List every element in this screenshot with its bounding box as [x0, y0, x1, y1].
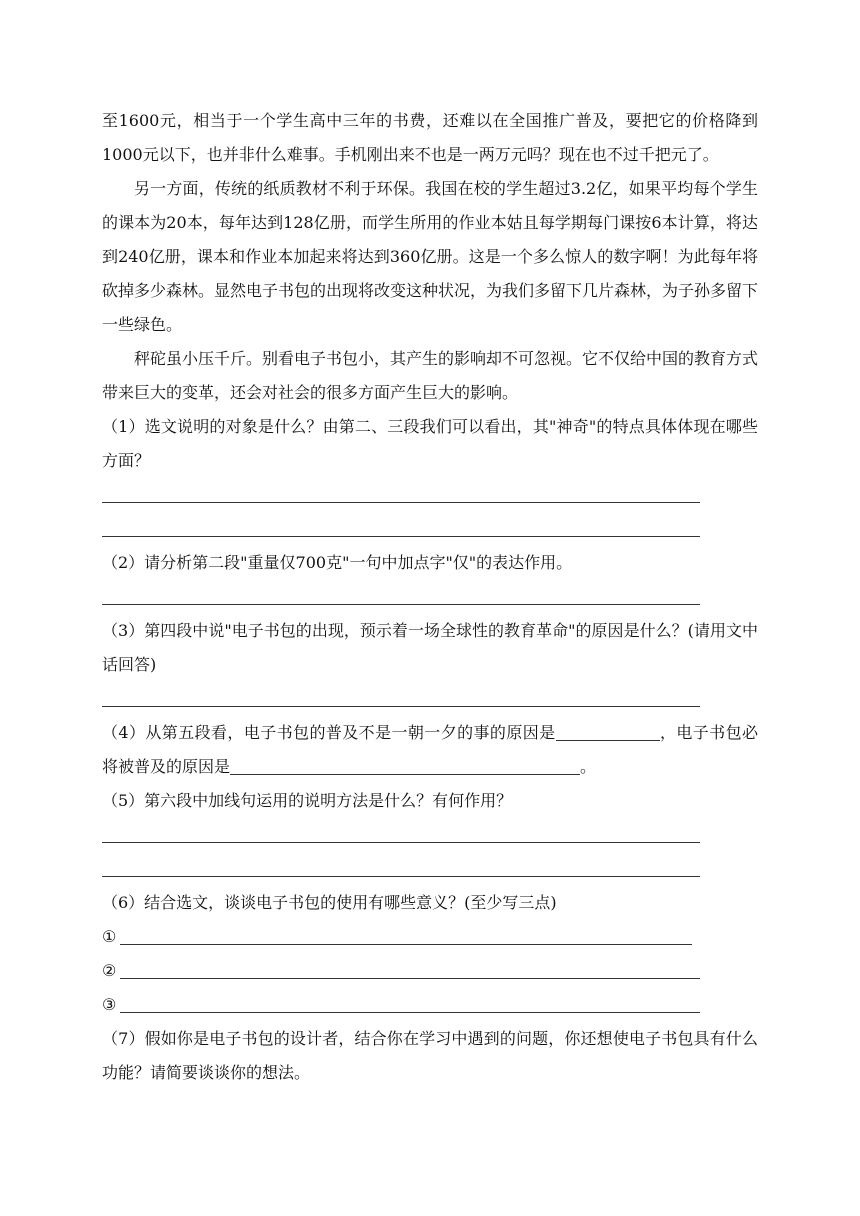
answer-rule-6-2	[120, 978, 700, 979]
answer-rule-6-1	[120, 944, 692, 945]
answer-blank-4b[interactable]	[230, 756, 580, 775]
question-4-text-b: ，电子书包必将被普及的原因是	[102, 723, 758, 776]
question-4-text-a: （4）从第五段看，电子书包的普及不是一朝一夕的事的原因是	[102, 723, 556, 742]
answer-line-3[interactable]	[102, 682, 758, 716]
answer-line-5b[interactable]	[102, 852, 758, 886]
worksheet-page	[102, 104, 758, 1090]
passage-paragraph-2: 另一方面，传统的纸质教材不利于环保。我国在校的学生超过3.2亿，如果平均每个学生的课本为20本，每年达到128亿册，而学生所用的作业本姑且每学期每门课按6本计算，将达到240亿册，课本和作业本加起来将达到360亿册。这是一个多么惊人的数字啊！为此每年将砍掉多少森林。显然电子书包的出现将改变这种状况，为我们多留下几片森林，为子孙多留下一些绿色。	[102, 179, 759, 334]
answer-rule-6-3	[120, 1012, 700, 1013]
answer-line-1b[interactable]	[102, 512, 758, 546]
circled-number-3: ③	[102, 995, 117, 1014]
question-5: （5）第六段中加线句运用的说明方法是什么？有何作用？	[102, 791, 513, 810]
question-6: （6）结合选文，谈谈电子书包的使用有哪些意义？(至少写三点)	[102, 893, 557, 912]
answer-blank-4a[interactable]	[556, 722, 660, 741]
answer-line-6-1[interactable]	[102, 920, 758, 954]
circled-number-2: ②	[102, 961, 117, 980]
question-7: （7）假如你是电子书包的设计者，结合你在学习中遇到的问题，你还想使电子书包具有什么功能？请简要谈谈你的想法。	[102, 1029, 758, 1082]
circled-number-1: ①	[102, 927, 117, 946]
answer-line-2[interactable]	[102, 580, 758, 614]
answer-line-6-2[interactable]	[102, 954, 758, 988]
question-3: （3）第四段中说"电子书包的出现，预示着一场全球性的教育革命"的原因是什么？(请用文中话回答)	[102, 621, 758, 674]
question-4	[102, 716, 758, 784]
question-4-text-c: 。	[580, 757, 597, 776]
question-2: （2）请分析第二段"重量仅700克"一句中加点字"仅"的表达作用。	[102, 553, 573, 572]
question-1: （1）选文说明的对象是什么？由第二、三段我们可以看出，其"神奇"的特点具体体现在哪些方面？	[102, 417, 758, 470]
passage-paragraph-3: 秤砣虽小压千斤。别看电子书包小，其产生的影响却不可忽视。它不仅给中国的教育方式带来巨大的变革，还会对社会的很多方面产生巨大的影响。	[102, 349, 759, 402]
passage-paragraph-1: 至1600元，相当于一个学生高中三年的书费，还难以在全国推广普及，要把它的价格降到1000元以下，也并非什么难事。手机刚出来不也是一两万元吗？现在也不过千把元了。	[102, 111, 758, 164]
answer-line-5a[interactable]	[102, 818, 758, 852]
answer-line-6-3[interactable]	[102, 988, 758, 1022]
answer-line-1a[interactable]	[102, 478, 758, 512]
